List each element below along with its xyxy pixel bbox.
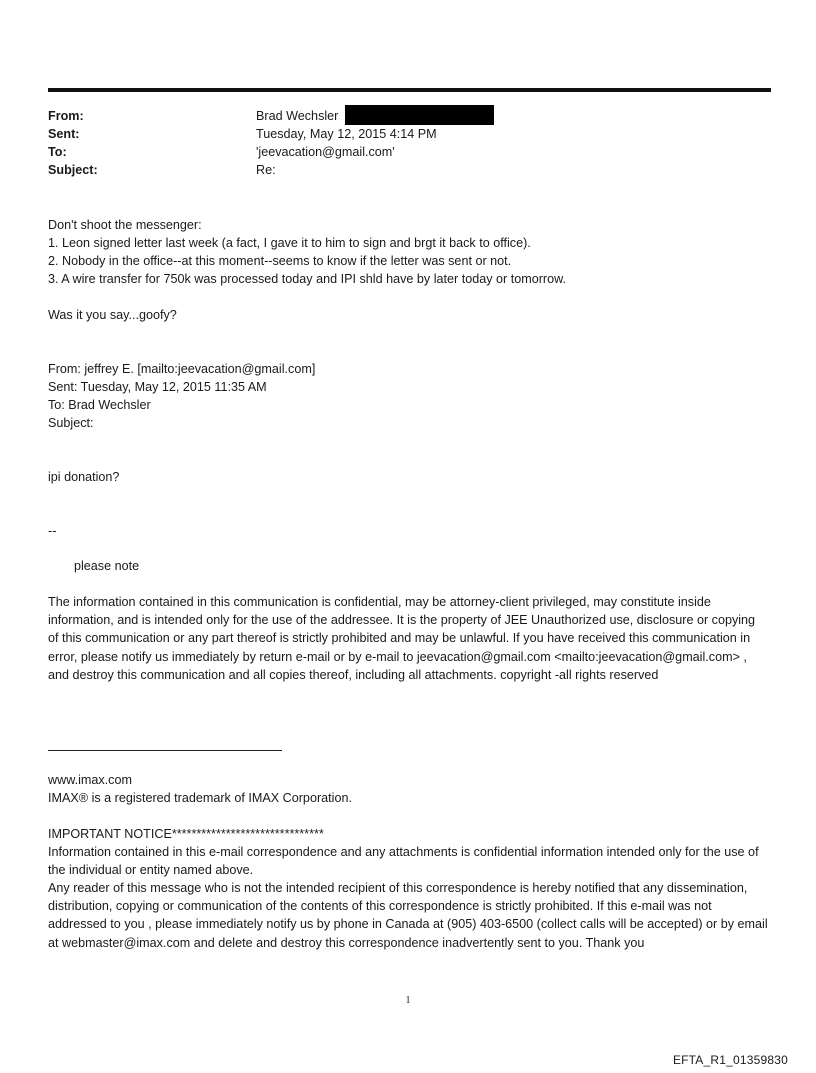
imax-trademark: IMAX® is a registered trademark of IMAX Corporation.: [48, 791, 352, 805]
quoted-from-line: From: jeffrey E. [mailto:jeevacation@gmail.com]: [48, 362, 316, 376]
redaction-block: [345, 105, 494, 125]
to-label: To:: [48, 145, 67, 159]
imax-website: www.imax.com: [48, 773, 132, 787]
notice-title: IMPORTANT NOTICE*******************************: [48, 827, 324, 841]
from-value: Brad Wechsler: [256, 109, 339, 123]
header-rule: [48, 88, 771, 92]
sent-label: Sent:: [48, 127, 80, 141]
document-id: EFTA_R1_01359830: [672, 1053, 788, 1067]
to-value: 'jeevacation@gmail.com': [256, 145, 395, 159]
subject-value: Re:: [256, 163, 276, 177]
page-number: 1: [405, 995, 411, 1006]
notice-paragraph-2: Any reader of this message who is not the intended recipient of this correspondence is hereby notified that any dissemination, distribution, copying or communication of the contents of this correspondence is strictly prohibited. If this e-mail was not addressed to you , please immediately notify us by phone in Canada at (905) 403-6500 (collect calls will be accepted) or by email at webmaster@imax.com and delete and destroy this correspondence inadvertently sent to you. Thank you: [48, 881, 772, 950]
sent-value: Tuesday, May 12, 2015 4:14 PM: [256, 127, 437, 141]
quoted-to-line: To: Brad Wechsler: [48, 398, 151, 412]
notice-paragraph-1: Information contained in this e-mail correspondence and any attachments is confidential information intended only for the use of the individual or entity named above.: [48, 845, 763, 878]
quoted-subject-line: Subject:: [48, 416, 94, 430]
body-question: Was it you say...goofy?: [48, 308, 177, 322]
body-point-1: 1. Leon signed letter last week (a fact, I gave it to him to sign and brgt it back to office).: [48, 236, 531, 250]
from-label: From:: [48, 109, 84, 123]
quoted-message: ipi donation?: [48, 470, 120, 484]
subject-label: Subject:: [48, 163, 98, 177]
jee-disclaimer: The information contained in this communication is confidential, may be attorney-client privileged, may constitute inside information, and is intended only for the use of the addressee. It is the property of JEE Unauthorized use, disclosure or copying of this communication or any part thereof is strictly prohibited and may be unlawful. If you have received this communication in error, please notify us immediately by return e-mail or by e-mail to jeevacation@gmail.com <mailto:jeevacation@gmail.com> , and destroy this communication and all copies thereof, including all attachments. copyright -all rights reserved: [48, 595, 759, 682]
body-point-2: 2. Nobody in the office--at this moment--seems to know if the letter was sent or not.: [48, 254, 512, 268]
please-note: please note: [74, 559, 140, 573]
quoted-sent-line: Sent: Tuesday, May 12, 2015 11:35 AM: [48, 380, 267, 394]
signature-dash: --: [48, 524, 57, 538]
body-greeting: Don't shoot the messenger:: [48, 218, 202, 232]
body-point-3: 3. A wire transfer for 750k was processed today and IPI shld have by later today or tomorrow.: [48, 272, 567, 286]
signature-rule: [48, 750, 282, 751]
